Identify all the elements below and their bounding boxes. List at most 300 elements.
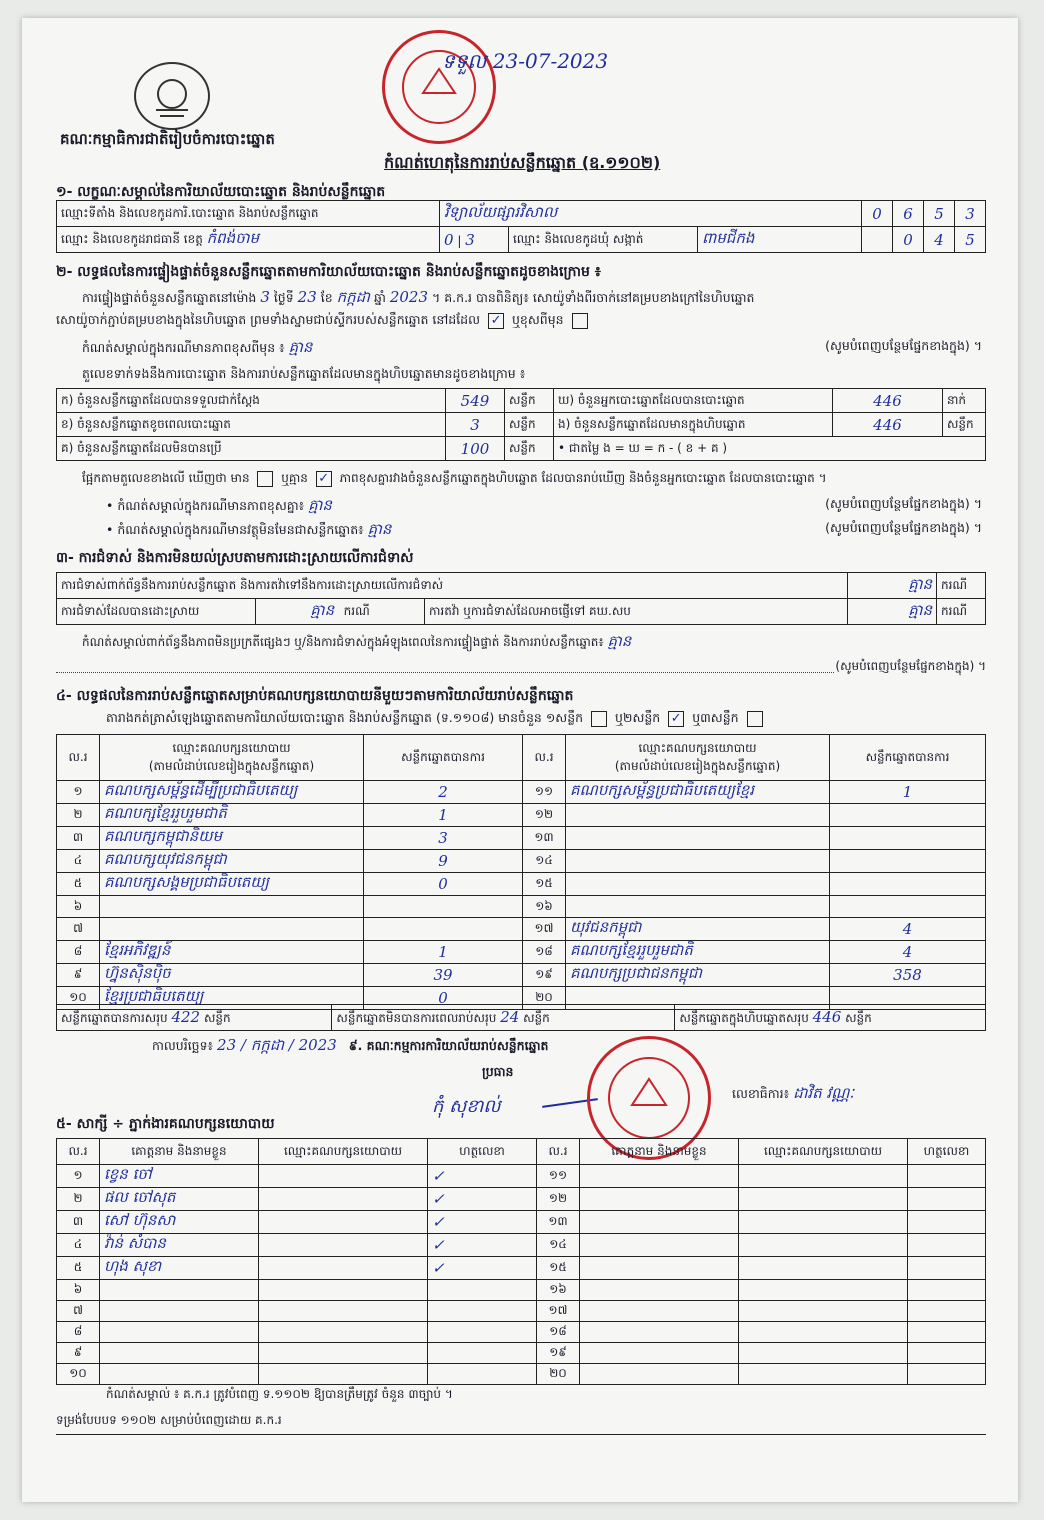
seal-text: សោយ៉ូចាក់ភ្ជាប់គម្របខាងក្នុងនៃហិបឆ្នោត ព្រមទាំងស្នាមជាប់ស្ទីករបស់សន្លឹកឆ្នោត នៅដដែល	[56, 312, 481, 327]
row-number: ១៥	[537, 1257, 580, 1280]
national-emblem-icon	[134, 62, 210, 130]
row-number: ១៧	[523, 918, 566, 941]
fill-hint: (សូមបំពេញបន្ថែមផ្នែកខាងក្នុង) ។	[825, 338, 982, 353]
section1-heading: ១- លក្ខណៈសម្គាល់នៃការិយាល័យបោះឆ្នោត និងរាប់សន្លឹកឆ្នោត	[56, 184, 386, 200]
table-row	[57, 804, 986, 827]
col-votes: សន្លឹកឆ្នោតបានការ	[830, 735, 986, 781]
witness-name[interactable]: ហុង សុខា	[100, 1257, 259, 1280]
witness-signature[interactable]	[908, 1301, 986, 1322]
verification-line	[82, 288, 755, 310]
witness-name[interactable]	[100, 1364, 259, 1385]
witness-party[interactable]	[259, 1280, 428, 1301]
row-d-value[interactable]: 446	[833, 389, 943, 413]
vote-count[interactable]	[830, 827, 986, 850]
witness-table	[56, 1138, 986, 1385]
verification-text: ការផ្ទៀងផ្ទាត់ចំនួនសន្លឹកឆ្នោតនៅម៉ោង	[82, 290, 257, 305]
row-number: ២០	[537, 1364, 580, 1385]
commune-code-blank	[862, 227, 893, 253]
irregularity-note	[82, 632, 631, 654]
witness-party[interactable]	[739, 1343, 908, 1364]
table-row	[57, 964, 986, 987]
vote-count[interactable]	[830, 896, 986, 918]
col-party: ឈ្មោះគណបក្សនយោបាយ	[739, 1139, 908, 1165]
witness-party[interactable]	[259, 1364, 428, 1385]
row-number: ១៦	[523, 896, 566, 918]
seal-line	[56, 312, 592, 331]
total-valid-label: សន្លឹកឆ្នោតបានការសរុប	[61, 1010, 168, 1025]
table-row	[57, 1211, 986, 1234]
difference-note	[82, 338, 982, 360]
vote-count[interactable]: 1	[364, 941, 523, 964]
province-code-digit: 3	[465, 230, 475, 249]
same-checkbox[interactable]: ✓	[488, 313, 504, 329]
vote-count[interactable]: 3	[364, 827, 523, 850]
table-row	[57, 918, 986, 941]
row-number: ១៩	[537, 1343, 580, 1364]
table-row	[57, 781, 986, 804]
formula: • ជាតម្លៃ ង = ឃ = ក - ( ខ + គ )	[554, 437, 986, 461]
row-number: ៣	[57, 827, 100, 850]
row-number: ១០	[57, 987, 100, 1010]
irregularity-note-label: កំណត់សម្គាល់ពាក់ព័ន្ធនឹងភាពមិនប្រក្រតីផ្សេងៗ ឬ/និងការជំទាស់ក្នុងអំឡុងពេលនៃការផ្ទៀងផ្ទាត់ និងការរាប់សន្លឹកឆ្នោត៖	[82, 635, 604, 649]
footer-note: កំណត់សម្គាល់ ៖ គ.ក.រ ត្រូវបំពេញ ទ.១១០២ ឱ្យបានត្រឹមត្រូវ ចំនួន ៣ច្បាប់ ។	[106, 1387, 453, 1401]
table-row	[57, 896, 986, 918]
row-number: ៦	[57, 1280, 100, 1301]
table-row	[57, 873, 986, 896]
witness-signature[interactable]	[908, 1234, 986, 1257]
unit: សន្លឹក	[505, 413, 554, 437]
total-box-value[interactable]: 446	[812, 1007, 842, 1026]
witness-party[interactable]	[739, 1234, 908, 1257]
form-id: ទម្រង់បែបបទ ១១០២ សម្រាប់បំពេញដោយ គ.ក.រ	[56, 1412, 986, 1435]
col-party-title: ឈ្មោះគណបក្សនយោបាយ	[172, 740, 291, 755]
party-name[interactable]	[566, 896, 830, 918]
witness-party[interactable]	[739, 1280, 908, 1301]
vote-count[interactable]: 1	[830, 781, 986, 804]
witness-signature[interactable]: ✓	[428, 1211, 537, 1234]
table-row	[57, 1364, 986, 1385]
date-value[interactable]: 23 / កក្កដា / 2023	[217, 1036, 337, 1054]
unit: សន្លឹក	[505, 437, 554, 461]
party-name[interactable]	[100, 896, 364, 918]
row-number: ៤	[57, 850, 100, 873]
place-value[interactable]: វិទ្យាល័យផ្សារវិសាល	[440, 201, 862, 227]
section4-heading: ៤- លទ្ធផលនៃការរាប់សន្លឹកឆ្នោតសម្រាប់គណបក្សនយោបាយនីមួយៗតាមការិយាល័យរាប់សន្លឹកឆ្នោត	[56, 688, 574, 704]
row-a-label: ក) ចំនួនសន្លឹកឆ្នោតដែលបានទទួលជាក់ស្តែង	[57, 389, 446, 413]
witness-signature[interactable]	[428, 1301, 537, 1322]
chair-label: ប្រធាន	[482, 1064, 514, 1079]
vote-count[interactable]	[364, 896, 523, 918]
vote-count[interactable]: 2	[364, 781, 523, 804]
col-sign: ហត្ថលេខា	[908, 1139, 986, 1165]
vote-count[interactable]: 358	[830, 964, 986, 987]
total-valid	[57, 1005, 332, 1031]
bullet2	[106, 520, 982, 542]
unit: សន្លឹក	[943, 413, 986, 437]
witness-signature[interactable]: ✓	[428, 1165, 537, 1188]
verification-text: ។ គ.ក.រ បានពិនិត្យ៖ សោយ៉ូទាំងពីរចាក់នៅគម្របខាងក្រៅនៃហិបឆ្នោត	[432, 290, 755, 305]
commune-code-digit[interactable]: 0	[893, 227, 924, 253]
verification-hour[interactable]: 3	[260, 288, 270, 306]
vote-count[interactable]	[830, 850, 986, 873]
party-name[interactable]	[100, 918, 364, 941]
witness-party[interactable]	[739, 1364, 908, 1385]
vote-count[interactable]	[364, 918, 523, 941]
witness-signature[interactable]	[908, 1322, 986, 1343]
witness-signature[interactable]	[908, 1280, 986, 1301]
verification-year[interactable]: 2023	[389, 288, 429, 306]
no-difference-checkbox[interactable]: ✓	[316, 471, 332, 487]
vote-count[interactable]: 0	[364, 987, 523, 1010]
witness-name[interactable]	[580, 1280, 739, 1301]
section3-heading: ៣- ការជំទាស់ និងការមិនយល់ស្របតាមការដោះស្រាយលើការជំទាស់	[56, 550, 414, 566]
unit: នាក់	[943, 389, 986, 413]
place-code-digit[interactable]: 3	[955, 201, 986, 227]
row-e-value[interactable]: 446	[833, 413, 943, 437]
row-number: ១	[57, 1165, 100, 1188]
province-code[interactable]: 0 | 3	[440, 227, 509, 253]
vote-count[interactable]: 4	[830, 918, 986, 941]
witness-signature[interactable]: ✓	[428, 1234, 537, 1257]
table-row	[57, 1343, 986, 1364]
witness-party[interactable]	[739, 1301, 908, 1322]
table-row	[57, 827, 986, 850]
objection-value[interactable]: គ្មាន	[848, 573, 937, 599]
row-b-label: ខ) ចំនួនសន្លឹកឆ្នោតខូចពេលបោះឆ្នោត	[57, 413, 446, 437]
witness-name[interactable]	[580, 1234, 739, 1257]
witness-name[interactable]	[580, 1364, 739, 1385]
witness-party[interactable]	[259, 1188, 428, 1211]
table-row	[57, 941, 986, 964]
form-page	[22, 18, 1018, 1502]
unit: សន្លឹក	[203, 1010, 231, 1025]
row-number: ៧	[57, 1301, 100, 1322]
row-number: ១៣	[537, 1211, 580, 1234]
forwarded-label: ការតវ៉ា ឬការជំទាស់ដែលអាចផ្ញើទៅ គឃ.សប	[425, 599, 848, 625]
row-number: ៨	[57, 941, 100, 964]
verification-text: ខែ	[320, 290, 333, 305]
vote-count[interactable]: 4	[830, 941, 986, 964]
verification-day[interactable]: 23	[297, 288, 317, 306]
row-c-value[interactable]: 100	[446, 437, 505, 461]
party-name[interactable]: ខ្មែរប្រជាធិបតេយ្យ	[100, 987, 364, 1010]
col-no: ល.រ	[537, 1139, 580, 1165]
row-number: ១៧	[537, 1301, 580, 1322]
witness-name[interactable]	[580, 1165, 739, 1188]
vote-count[interactable]	[830, 804, 986, 827]
party-name[interactable]	[566, 873, 830, 896]
vote-count[interactable]: 0	[364, 873, 523, 896]
row-a-value[interactable]: 549	[446, 389, 505, 413]
party-name[interactable]	[566, 804, 830, 827]
row-number: ១១	[523, 781, 566, 804]
match-text: ភាពខុសគ្នារវាងចំនួនសន្លឹកឆ្នោតក្នុងហិបឆ្នោត ដែលបានរាប់ឃើញ និងចំនួនអ្នកបោះឆ្នោត ដែលបានបោះឆ្នោត ។	[339, 471, 827, 485]
party-name[interactable]: ខ្មែរអភិវឌ្ឍន៍	[100, 941, 364, 964]
total-invalid-value[interactable]: 24	[500, 1007, 520, 1026]
witness-party[interactable]	[739, 1257, 908, 1280]
vote-count[interactable]: 9	[364, 850, 523, 873]
secretary-name[interactable]: ដាវិត វណ្ណៈ	[793, 1084, 855, 1102]
witness-signature[interactable]	[428, 1343, 537, 1364]
row-number: ២	[57, 804, 100, 827]
col-no: ល.រ	[57, 1139, 100, 1165]
col-name: គោត្តនាម និងនាមខ្លួន	[100, 1139, 259, 1165]
party-name[interactable]: គណបក្សសម្ព័ន្ធប្រជាធិបតេយ្យខ្មែរ	[566, 781, 830, 804]
row-number: ៩	[57, 964, 100, 987]
witness-party[interactable]	[739, 1211, 908, 1234]
vote-count[interactable]: 1	[364, 804, 523, 827]
resolved-value[interactable]	[256, 599, 425, 625]
party-name[interactable]	[566, 850, 830, 873]
section2-heading: ២- លទ្ធផលនៃការផ្ទៀងផ្ទាត់ចំនួនសន្លឹកឆ្នោតតាមការិយាល័យបោះឆ្នោត និងរាប់សន្លឹកឆ្នោតដូចខាងក្រោម ៖	[56, 264, 601, 280]
row-number: ១៥	[523, 873, 566, 896]
table-row	[57, 1280, 986, 1301]
witness-signature[interactable]: ✓	[428, 1188, 537, 1211]
party-name[interactable]: ហ្វ៊ុនស៊ិនប៉ិច	[100, 964, 364, 987]
row-number: ២	[57, 1188, 100, 1211]
party-name[interactable]: គណបក្សយុវជនកម្ពុជា	[100, 850, 364, 873]
objection-table	[56, 572, 986, 625]
row-number: ៨	[57, 1322, 100, 1343]
form-title: កំណត់ហេតុនៃការរាប់សន្លឹកឆ្នោត (ឧ.១១០២)	[384, 153, 661, 172]
bullet2-label: • កំណត់សម្គាល់ក្នុងករណីមានវត្ថុមិនមែនជាសន្លឹកឆ្នោត៖	[106, 522, 364, 537]
commune-code-digit[interactable]: 4	[924, 227, 955, 253]
witness-party[interactable]	[259, 1257, 428, 1280]
witness-party[interactable]	[259, 1322, 428, 1343]
unit: ករណី	[343, 603, 370, 618]
fill-hint: (សូមបំពេញបន្ថែមផ្នែកខាងក្នុង) ។	[835, 658, 986, 676]
sheet-count-text: ឬ២សន្លឹក	[615, 710, 661, 725]
match-text: ផ្អែកតាមតួលេខខាងលើ ឃើញថា មាន	[82, 471, 250, 485]
row-number: ១៣	[523, 827, 566, 850]
row-number: ១២	[537, 1188, 580, 1211]
witness-name[interactable]: ផល ចៅសុត	[100, 1188, 259, 1211]
party-name[interactable]: គណបក្សសម្ព័ន្ធដើម្បីប្រជាធិបតេយ្យ	[100, 781, 364, 804]
org-name: គណៈកម្មាធិការជាតិរៀបចំការបោះឆ្នោត	[60, 130, 275, 148]
witness-name[interactable]: វ៉ាន់ សំបាន	[100, 1234, 259, 1257]
witness-party[interactable]	[739, 1188, 908, 1211]
col-party: ឈ្មោះគណបក្សនយោបាយ	[259, 1139, 428, 1165]
table-intro: តួលេខទាក់ទងនឹងការបោះឆ្នោត និងការរាប់សន្លឹកឆ្នោតដែលមានក្នុងហិបឆ្នោតមានដូចខាងក្រោម ៖	[82, 366, 526, 381]
province-value[interactable]: កំពង់ចាម	[206, 228, 260, 247]
total-valid-value[interactable]: 422	[171, 1007, 201, 1026]
party-name[interactable]: គណបក្សខ្មែររួបរួមជាតិ	[566, 941, 830, 964]
total-invalid	[332, 1005, 675, 1031]
witness-name[interactable]	[580, 1301, 739, 1322]
ballot-count-table	[56, 388, 986, 461]
witness-name[interactable]	[580, 1188, 739, 1211]
witness-signature[interactable]	[908, 1211, 986, 1234]
row-number: ១៨	[523, 941, 566, 964]
row-b-value[interactable]: 3	[446, 413, 505, 437]
section1-table	[56, 200, 986, 253]
witness-signature[interactable]	[428, 1322, 537, 1343]
place-code-digit[interactable]: 6	[893, 201, 924, 227]
province-cell	[57, 227, 440, 253]
vote-results-table	[56, 734, 986, 1010]
party-name[interactable]: គណបក្សខ្មែររួបរួមជាតិ	[100, 804, 364, 827]
note-line	[56, 658, 986, 673]
section5-heading: ៥- សាក្សី ÷ ភ្នាក់ងារគណបក្សនយោបាយ	[56, 1116, 275, 1132]
vote-count[interactable]	[830, 873, 986, 896]
row-number: ៧	[57, 918, 100, 941]
place-code-digit[interactable]: 0	[862, 201, 893, 227]
row-number: ៤	[57, 1234, 100, 1257]
witness-signature[interactable]	[428, 1364, 537, 1385]
fill-hint: (សូមបំពេញបន្ថែមផ្នែកខាងក្នុង) ។	[825, 496, 982, 511]
irregularity-note-value[interactable]: គ្មាន	[607, 632, 632, 650]
witness-party[interactable]	[739, 1322, 908, 1343]
forwarded-value[interactable]: គ្មាន	[848, 599, 937, 625]
witness-name[interactable]	[580, 1322, 739, 1343]
row-number: ១២	[523, 804, 566, 827]
one-sheet-checkbox[interactable]	[591, 711, 607, 727]
col-sign: ហត្ថលេខា	[428, 1139, 537, 1165]
witness-signature[interactable]	[428, 1280, 537, 1301]
commune-value[interactable]: ពាមជីកង	[698, 227, 862, 253]
difference-note-value[interactable]: គ្មាន	[288, 338, 313, 356]
total-box-label: សន្លឹកឆ្នោតក្នុងហិបឆ្នោតសរុប	[679, 1010, 809, 1025]
province-code-digit: 0	[444, 230, 454, 249]
date-line	[152, 1036, 548, 1058]
witness-party[interactable]	[259, 1211, 428, 1234]
row-number: ៣	[57, 1211, 100, 1234]
sheet-count-line	[106, 710, 767, 729]
row-number: ៥	[57, 873, 100, 896]
table-row	[57, 850, 986, 873]
witness-signature[interactable]	[908, 1188, 986, 1211]
table-row	[57, 1322, 986, 1343]
row-number: ៥	[57, 1257, 100, 1280]
row-number: ៦	[57, 896, 100, 918]
col-no: ល.រ	[57, 735, 100, 781]
witness-signature[interactable]	[908, 1364, 986, 1385]
row-number: ២០	[523, 987, 566, 1010]
witness-signature[interactable]	[908, 1165, 986, 1188]
row-e-label: ង) ចំនួនសន្លឹកឆ្នោតដែលមានក្នុងហិបឆ្នោត	[554, 413, 833, 437]
place-code-digit[interactable]: 5	[924, 201, 955, 227]
resolved-label: ការជំទាស់ដែលបានដោះស្រាយ	[57, 599, 256, 625]
witness-name[interactable]	[100, 1322, 259, 1343]
seal-text: ឬខុសពីមុន	[512, 312, 564, 327]
fill-hint: (សូមបំពេញបន្ថែមផ្នែកខាងក្នុង) ។	[825, 520, 982, 535]
col-party	[100, 735, 364, 781]
match-text: ឬគ្មាន	[281, 471, 308, 485]
table-row	[57, 1188, 986, 1211]
witness-signature[interactable]	[908, 1257, 986, 1280]
witness-party[interactable]	[259, 1301, 428, 1322]
party-name[interactable]	[566, 827, 830, 850]
commune-label: ឈ្មោះ និងលេខកូដឃុំ សង្កាត់	[509, 227, 698, 253]
unit: ករណី	[937, 573, 986, 599]
date-label: កាលបរិច្ឆេទ៖	[152, 1038, 214, 1053]
table-row	[57, 1234, 986, 1257]
row-number: ១៤	[537, 1234, 580, 1257]
row-number: ១៩	[523, 964, 566, 987]
row-number: ៩	[57, 1343, 100, 1364]
witness-party[interactable]	[259, 1165, 428, 1188]
row-c-label: គ) ចំនួនសន្លឹកឆ្នោតដែលមិនបានប្រើ	[57, 437, 446, 461]
bullet2-value[interactable]: គ្មាន	[367, 520, 392, 538]
party-name[interactable]: គណបក្សកម្ពុជានិយម	[100, 827, 364, 850]
row-number: ១០	[57, 1364, 100, 1385]
col-party-title: ឈ្មោះគណបក្សនយោបាយ	[638, 740, 757, 755]
three-sheet-checkbox[interactable]	[747, 711, 763, 727]
witness-party[interactable]	[259, 1234, 428, 1257]
unit: សន្លឹក	[505, 389, 554, 413]
row-number: ១៦	[537, 1280, 580, 1301]
col-party-subtitle: (តាមលំដាប់លេខរៀងក្នុងសន្លឹកឆ្នោត)	[614, 758, 781, 773]
row-number: ១	[57, 781, 100, 804]
total-box	[675, 1005, 986, 1031]
secretary	[732, 1084, 854, 1106]
unit: សន្លឹក	[845, 1010, 872, 1025]
unit: ករណី	[937, 599, 986, 625]
col-name: គោត្តនាម និងនាមខ្លួន	[580, 1139, 739, 1165]
secretary-label: លេខាធិការ៖	[732, 1086, 790, 1101]
chair-name: កុំ សុខាល់	[432, 1096, 501, 1117]
row-d-label: ឃ) ចំនួនអ្នកបោះឆ្នោតដែលបានបោះឆ្នោត	[554, 389, 833, 413]
col-no: ល.រ	[523, 735, 566, 781]
verification-text: ថ្ងៃទី	[273, 290, 294, 305]
row-number: ១១	[537, 1165, 580, 1188]
sheet-count-text: ឬ៣សន្លឹក	[692, 710, 739, 725]
col-votes: សន្លឹកឆ្នោតបានការ	[364, 735, 523, 781]
col-party	[566, 735, 830, 781]
vote-totals-table	[56, 1004, 986, 1031]
witness-name[interactable]	[580, 1211, 739, 1234]
received-date-handwritten: ទទួល 23-07-2023	[442, 49, 609, 73]
has-difference-checkbox[interactable]	[257, 471, 273, 487]
verification-month[interactable]: កក្កដា	[336, 288, 370, 306]
witness-name[interactable]: ខ្វេន ចៅ	[100, 1165, 259, 1188]
difference-note-label: កំណត់សម្គាល់ក្នុងករណីមានភាពខុសពីមុន ៖	[82, 340, 285, 355]
witness-name[interactable]: សៅ ហ៊ុនសា	[100, 1211, 259, 1234]
table-row	[57, 1301, 986, 1322]
witness-name[interactable]	[580, 1257, 739, 1280]
two-sheet-checkbox[interactable]: ✓	[668, 711, 684, 727]
place-label: ឈ្មោះទីតាំង និងលេខកូដការិ.បោះឆ្នោត និងរាប់សន្លឹកឆ្នោត	[57, 201, 440, 227]
party-name[interactable]: គណបក្សសង្គមប្រជាធិបតេយ្យ	[100, 873, 364, 896]
verification-text: ឆ្នាំ	[373, 290, 386, 305]
row-number: ១៤	[523, 850, 566, 873]
witness-name[interactable]	[580, 1343, 739, 1364]
unit: សន្លឹក	[523, 1010, 550, 1025]
witness-signature[interactable]	[908, 1343, 986, 1364]
resolved-count: គ្មាន	[310, 600, 335, 619]
table-row	[57, 1257, 986, 1280]
total-invalid-label: សន្លឹកឆ្នោតមិនបានការពេលរាប់សរុប	[336, 1010, 497, 1025]
different-checkbox[interactable]	[572, 313, 588, 329]
province-label: ឈ្មោះ និងលេខកូដរាជធានី ខេត្ត	[61, 231, 203, 246]
bullet1	[106, 496, 982, 518]
bullet1-label: • កំណត់សម្គាល់ក្នុងករណីមានភាពខុសគ្នា៖	[106, 498, 305, 513]
witness-party[interactable]	[259, 1343, 428, 1364]
witness-party[interactable]	[739, 1165, 908, 1188]
witness-name[interactable]	[100, 1280, 259, 1301]
row-number: ១៨	[537, 1322, 580, 1343]
committee-label: ៩. គណៈកម្មការការិយាល័យរាប់សន្លឹកឆ្នោត	[348, 1038, 549, 1053]
bullet1-value[interactable]: គ្មាន	[308, 496, 332, 514]
party-name[interactable]: យុវជនកម្ពុជា	[566, 918, 830, 941]
witness-name[interactable]	[100, 1301, 259, 1322]
witness-signature[interactable]: ✓	[428, 1257, 537, 1280]
col-party-subtitle: (តាមលំដាប់លេខរៀងក្នុងសន្លឹកឆ្នោត)	[148, 758, 315, 773]
witness-name[interactable]	[100, 1343, 259, 1364]
vote-count[interactable]: 39	[364, 964, 523, 987]
party-name[interactable]: គណបក្សប្រជាជនកម្ពុជា	[566, 964, 830, 987]
commune-code-digit[interactable]: 5	[955, 227, 986, 253]
